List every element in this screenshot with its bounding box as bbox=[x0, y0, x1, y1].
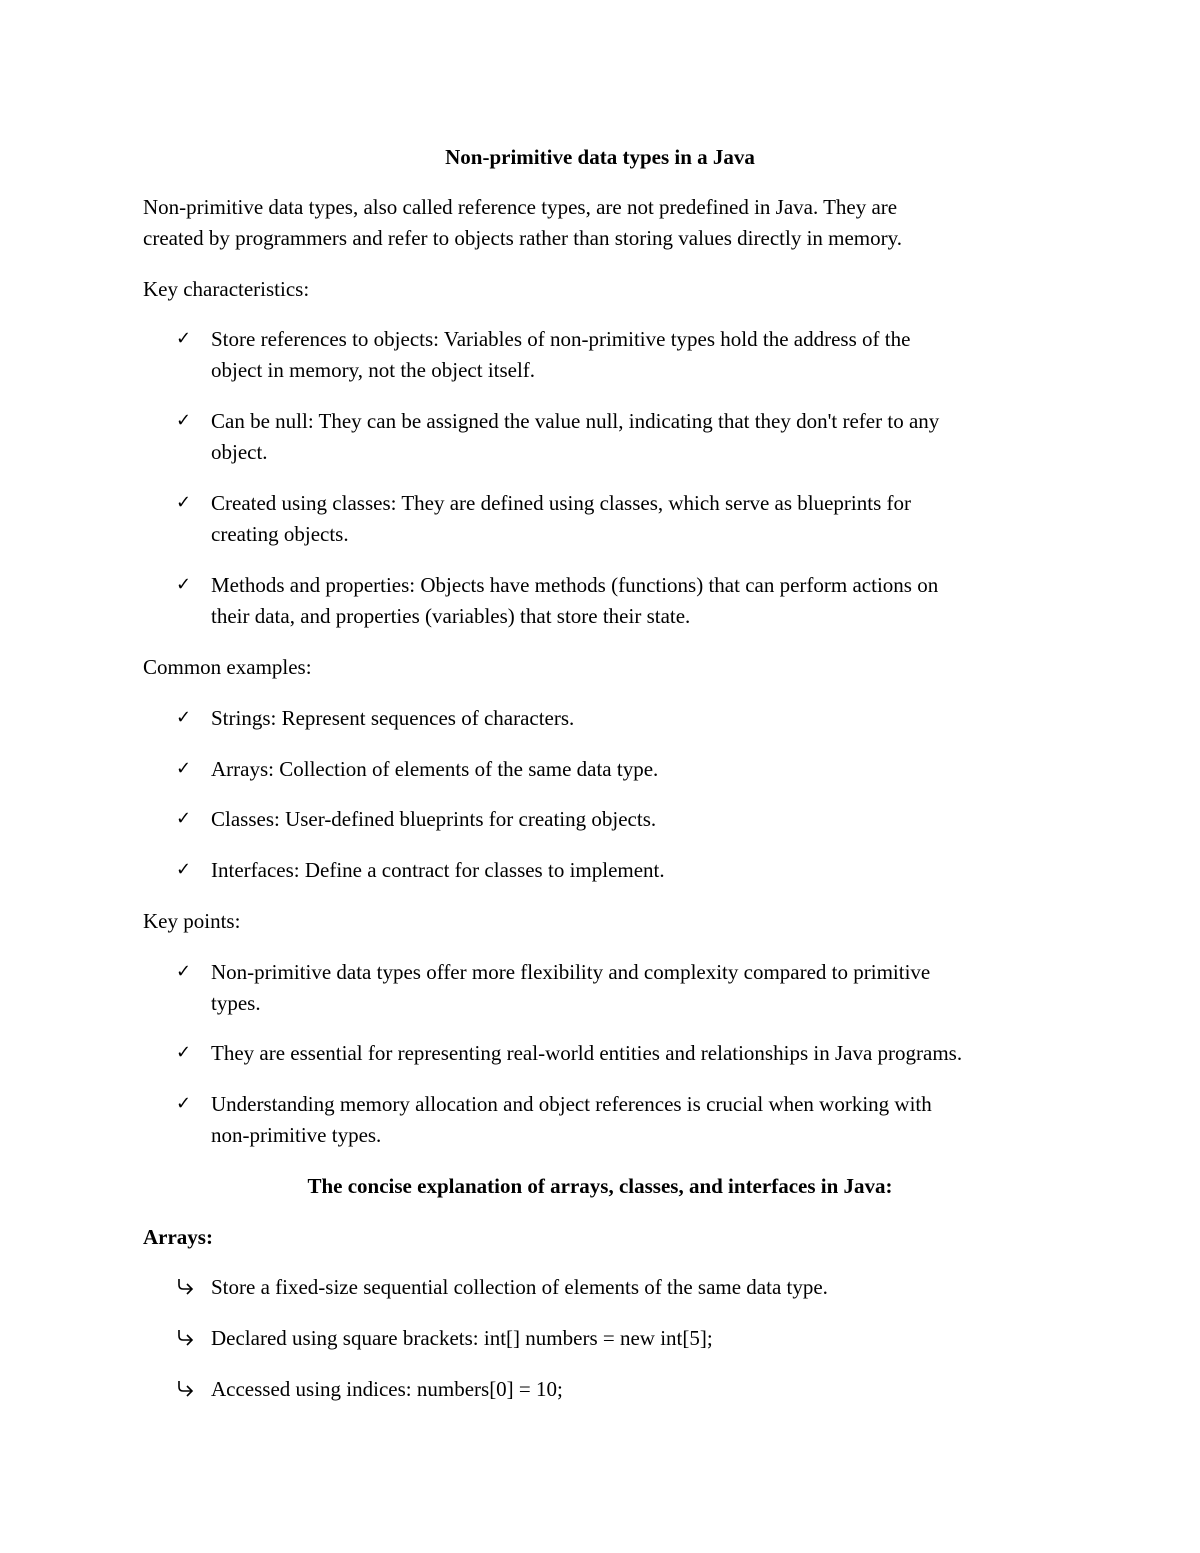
list-item-continuation: creating objects. bbox=[211, 522, 349, 546]
document-title: Non-primitive data types in a Java bbox=[445, 145, 755, 169]
checkmark-icon: ✓ bbox=[176, 574, 192, 595]
list-item-continuation: their data, and properties (variables) that store their state. bbox=[211, 604, 691, 628]
key-characteristics-heading: Key characteristics: bbox=[143, 277, 310, 301]
hooked-arrow-icon bbox=[175, 1379, 197, 1401]
checkmark-icon: ✓ bbox=[176, 1093, 192, 1114]
list-item-continuation: types. bbox=[211, 991, 261, 1015]
list-item: Arrays: Collection of elements of the same data type. bbox=[211, 757, 659, 781]
list-item: Methods and properties: Objects have methods (functions) that can perform actions on bbox=[211, 573, 939, 597]
hooked-arrow-icon bbox=[175, 1328, 197, 1350]
intro-line-1: Non-primitive data types, also called reference types, are not predefined in Java. They are bbox=[143, 195, 898, 219]
list-item: Interfaces: Define a contract for classes to implement. bbox=[211, 858, 665, 882]
checkmark-icon: ✓ bbox=[176, 961, 192, 982]
checkmark-icon: ✓ bbox=[176, 492, 192, 513]
list-item-continuation: object in memory, not the object itself. bbox=[211, 358, 536, 382]
list-item: Created using classes: They are defined using classes, which serve as blueprints for bbox=[211, 491, 911, 515]
section-title: The concise explanation of arrays, classes, and interfaces in Java: bbox=[307, 1174, 893, 1198]
common-examples-heading: Common examples: bbox=[143, 655, 312, 679]
intro-line-2: created by programmers and refer to objects rather than storing values directly in memory. bbox=[143, 226, 903, 250]
list-item-continuation: non-primitive types. bbox=[211, 1123, 382, 1147]
key-points-heading: Key points: bbox=[143, 909, 241, 933]
hooked-arrow-icon bbox=[175, 1277, 197, 1299]
arrays-heading: Arrays: bbox=[143, 1225, 213, 1249]
list-item: Accessed using indices: numbers[0] = 10; bbox=[211, 1377, 563, 1401]
list-item: Declared using square brackets: int[] numbers = new int[5]; bbox=[211, 1326, 713, 1350]
checkmark-icon: ✓ bbox=[176, 707, 192, 728]
list-item: Non-primitive data types offer more flexibility and complexity compared to primitive bbox=[211, 960, 931, 984]
list-item: Classes: User-defined blueprints for creating objects. bbox=[211, 807, 657, 831]
list-item-continuation: object. bbox=[211, 440, 268, 464]
checkmark-icon: ✓ bbox=[176, 1042, 192, 1063]
checkmark-icon: ✓ bbox=[176, 328, 192, 349]
checkmark-icon: ✓ bbox=[176, 808, 192, 829]
checkmark-icon: ✓ bbox=[176, 410, 192, 431]
list-item: They are essential for representing real-world entities and relationships in Java programs. bbox=[211, 1041, 963, 1065]
list-item: Strings: Represent sequences of characters. bbox=[211, 706, 575, 730]
list-item: Store references to objects: Variables of non-primitive types hold the address of the bbox=[211, 327, 911, 351]
checkmark-icon: ✓ bbox=[176, 859, 192, 880]
list-item: Store a fixed-size sequential collection of elements of the same data type. bbox=[211, 1275, 828, 1299]
list-item: Can be null: They can be assigned the value null, indicating that they don't refer to any bbox=[211, 409, 940, 433]
list-item: Understanding memory allocation and object references is crucial when working with bbox=[211, 1092, 932, 1116]
checkmark-icon: ✓ bbox=[176, 758, 192, 779]
